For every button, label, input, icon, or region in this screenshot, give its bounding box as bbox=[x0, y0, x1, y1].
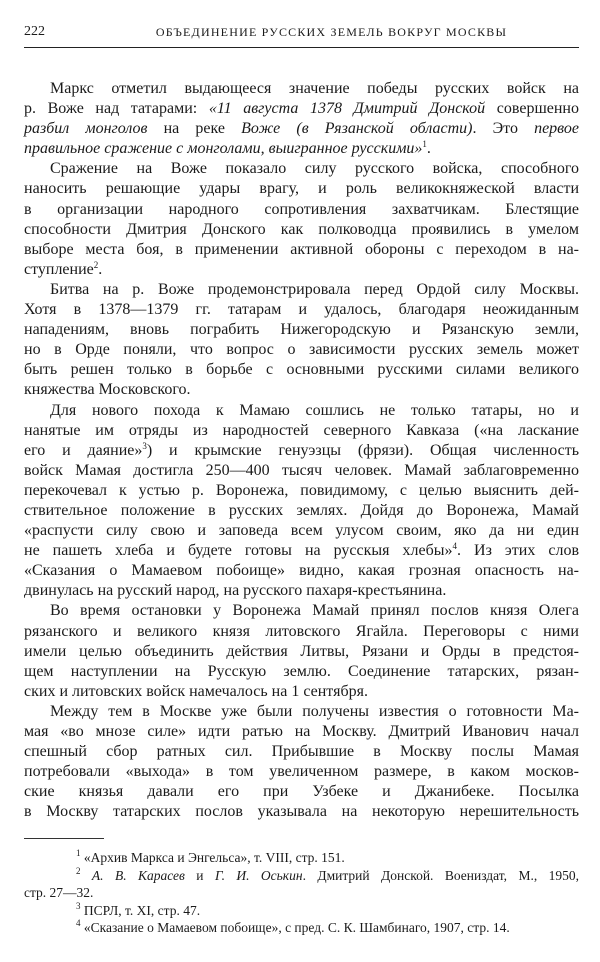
text-line bbox=[24, 902, 579, 920]
text-run: совершенно bbox=[485, 100, 579, 118]
text-line bbox=[24, 762, 579, 782]
text-line bbox=[24, 722, 579, 742]
text-run: но в Орде поняли, что вопрос о зависимости русских земель может bbox=[24, 341, 579, 359]
footnote-marker: 1 bbox=[76, 848, 81, 858]
text-line bbox=[24, 561, 579, 581]
text-line bbox=[24, 849, 579, 867]
text-run: Во время остановки у Воронежа Мамай принял послов князя Олега bbox=[50, 602, 579, 620]
footnote-marker: 1 bbox=[422, 139, 427, 150]
text-run: нападениям, вновь пограбить Нижегородскую и Рязанскую земли, bbox=[24, 321, 579, 339]
text-line bbox=[24, 919, 579, 937]
text-run: выборе места боя, в применении активной обороны с переходом в на- bbox=[24, 240, 579, 258]
text-run: р. Воже над татарами: bbox=[24, 100, 209, 118]
footnote-separator bbox=[24, 838, 104, 839]
footnote-marker: 4 bbox=[452, 541, 458, 552]
footnote bbox=[24, 867, 579, 902]
text-line bbox=[24, 802, 579, 822]
text-run: Между тем в Москве уже были получены известия о готовности Ма- bbox=[50, 702, 579, 720]
text-run: «Сказания о Мамаевом побоище» видно, какая грозная опасность на- bbox=[24, 562, 579, 580]
footnote bbox=[24, 902, 579, 920]
text-run: наносить решающие удары врагу, и роль великокняжеской власти bbox=[24, 180, 579, 198]
text-run: потребовали «выхода» в том увеличенном размере, в каком москов- bbox=[24, 763, 579, 781]
text-run: быть решен только в борьбе с основными русскими силами великого bbox=[24, 361, 579, 379]
text-line bbox=[24, 401, 579, 421]
text-line bbox=[24, 119, 579, 139]
text-line bbox=[24, 581, 579, 601]
paragraph bbox=[24, 79, 579, 159]
text-run: его и даяние» bbox=[24, 441, 143, 459]
footnote-marker: 4 bbox=[76, 918, 81, 929]
paragraph bbox=[24, 159, 579, 280]
text-line bbox=[24, 441, 579, 461]
text-line bbox=[24, 662, 579, 682]
text-line bbox=[24, 481, 579, 501]
text-run: в Москву татарских послов указывала на некоторую нерешительность bbox=[24, 803, 579, 821]
text-run: двинулась на русский народ, на русского пахаря-крестьянина. bbox=[24, 582, 447, 600]
text-line bbox=[24, 421, 579, 441]
text-line bbox=[24, 79, 579, 99]
text-line bbox=[24, 220, 579, 240]
text-run: ) и крымские генуэзцы (фрязи). Общая численность bbox=[146, 441, 580, 459]
text-line bbox=[24, 280, 579, 300]
text-line bbox=[24, 622, 579, 642]
italic-text: А. В. Карасев bbox=[91, 867, 185, 883]
text-run bbox=[81, 868, 92, 883]
text-line bbox=[24, 380, 579, 400]
text-run: нанятые им отряды из народностей северного Кавказа («на ласкание bbox=[24, 421, 579, 439]
text-line bbox=[24, 99, 579, 119]
text-run: ствительное положение в русских землях. Дойдя до Воронежа, Мамай bbox=[24, 501, 579, 519]
text-run: стр. 27—32. bbox=[24, 885, 94, 901]
text-line bbox=[24, 461, 579, 481]
text-run: и bbox=[184, 867, 215, 883]
text-line bbox=[24, 200, 579, 220]
text-line bbox=[24, 320, 579, 340]
footnotes bbox=[24, 849, 579, 937]
text-line bbox=[24, 867, 579, 885]
text-line bbox=[24, 260, 579, 280]
text-line bbox=[24, 300, 579, 320]
text-run: войск Мамая достигла 250—400 тысяч человек. Мамай заблаговременно bbox=[24, 461, 579, 479]
footnote-marker: 2 bbox=[76, 865, 81, 876]
text-run: ские князья давали его при Узбеке и Джанибеке. Посылка bbox=[24, 783, 579, 801]
footnote bbox=[24, 919, 579, 937]
italic-text: «11 августа 1378 Дмитрий Донской bbox=[208, 100, 486, 118]
text-run: на реке bbox=[147, 120, 242, 138]
text-line bbox=[24, 742, 579, 762]
text-run: . bbox=[98, 260, 103, 278]
text-run: ПСРЛ, т. XI, стр. 47. bbox=[80, 902, 201, 918]
text-run: мая «во мнозе силе» идти ратью на Москву. Дмитрий Иванович начал bbox=[24, 723, 579, 740]
italic-text: разбил монголов bbox=[24, 120, 148, 138]
text-line bbox=[24, 884, 579, 902]
footnote-marker: 3 bbox=[76, 900, 81, 911]
text-line bbox=[24, 702, 579, 722]
header-rule bbox=[24, 47, 579, 48]
italic-text: Воже (в Рязанской области) bbox=[241, 120, 473, 138]
running-header bbox=[24, 24, 579, 44]
text-line bbox=[24, 179, 579, 199]
text-run: «распусти силу свою и заповеда всем улусом своим, яко да ни един bbox=[24, 522, 579, 540]
text-run: щем наступлении на Русскую землю. Соединение татарских, рязан- bbox=[24, 662, 579, 680]
text-run: «Архив Маркса и Энгельса», т. VIII, стр. 151. bbox=[80, 850, 345, 865]
italic-text: правильное сражение с монголами, выигранное русскими» bbox=[24, 140, 423, 158]
paragraph bbox=[24, 401, 579, 602]
paragraph bbox=[24, 702, 579, 823]
paragraph bbox=[24, 280, 579, 401]
body-text bbox=[24, 79, 579, 822]
text-line bbox=[24, 682, 579, 702]
text-run: Для нового похода к Мамаю сошлись не только татары, но и bbox=[50, 401, 579, 419]
text-run: . Из этих слов bbox=[457, 542, 580, 560]
text-run: перекочевал к устью р. Воронежа, повидимому, с целью выяснить дей- bbox=[24, 481, 579, 499]
footnote-marker: 2 bbox=[93, 259, 99, 270]
text-run: рязанского и великого князя литовского Ягайла. Переговоры с ними bbox=[24, 622, 579, 640]
text-run: Хотя в 1378—1379 гг. татарам и удалось, благодаря неожиданным bbox=[24, 301, 579, 319]
footnote bbox=[24, 849, 579, 867]
text-line bbox=[24, 240, 579, 260]
page-number: 222 bbox=[24, 24, 45, 39]
text-line bbox=[24, 782, 579, 802]
text-line bbox=[24, 501, 579, 521]
text-line bbox=[24, 360, 579, 380]
paragraph bbox=[24, 601, 579, 701]
text-run: Битва на р. Воже продемонстрировала перед Ордой силу Москвы. bbox=[50, 280, 579, 298]
text-line bbox=[24, 340, 579, 360]
text-run: . bbox=[426, 140, 431, 158]
text-run: ских и литовских войск намечалось на 1 сентября. bbox=[24, 682, 368, 700]
text-line bbox=[24, 541, 579, 561]
text-run: не пашеть хлеба и будете готовы на русскыя хлебы» bbox=[24, 542, 453, 560]
text-line bbox=[24, 642, 579, 662]
footnote-marker: 3 bbox=[142, 440, 147, 451]
text-run: княжества Московского. bbox=[24, 381, 191, 399]
text-run: Сражение на Воже показало силу русского войска, способного bbox=[50, 160, 579, 178]
text-run: «Сказание о Мамаевом побоище», с пред. С. К. Шамбинаго, 1907, стр. 14. bbox=[80, 920, 510, 936]
text-line bbox=[24, 159, 579, 179]
text-run: Маркс отметил выдающееся значение победы русских войск на bbox=[50, 80, 579, 97]
text-line bbox=[24, 601, 579, 621]
text-run: в организации народного сопротивления захватчикам. Блестящие bbox=[24, 200, 579, 218]
running-title: ОБЪЕДИНЕНИЕ РУССКИХ ЗЕМЕЛЬ ВОКРУГ МОСКВЫ bbox=[155, 25, 508, 39]
italic-text: Г. И. Оськин bbox=[214, 867, 303, 883]
text-line bbox=[24, 139, 579, 159]
text-line bbox=[24, 521, 579, 541]
text-run: . Это bbox=[472, 120, 535, 138]
text-run: . Дмитрий Донской. Воениздат, М., 1950, bbox=[302, 867, 580, 883]
text-run: способности Дмитрия Донского как полководца проявились в умелом bbox=[24, 220, 579, 238]
text-run: имели целью объединить действия Литвы, Рязани и Орды в предстоя- bbox=[24, 642, 579, 660]
italic-text: первое bbox=[534, 120, 580, 138]
text-run: спешный сбор ратных сил. Прибывшие в Москву послы Мамая bbox=[24, 743, 579, 761]
text-run: ступление bbox=[24, 260, 94, 278]
